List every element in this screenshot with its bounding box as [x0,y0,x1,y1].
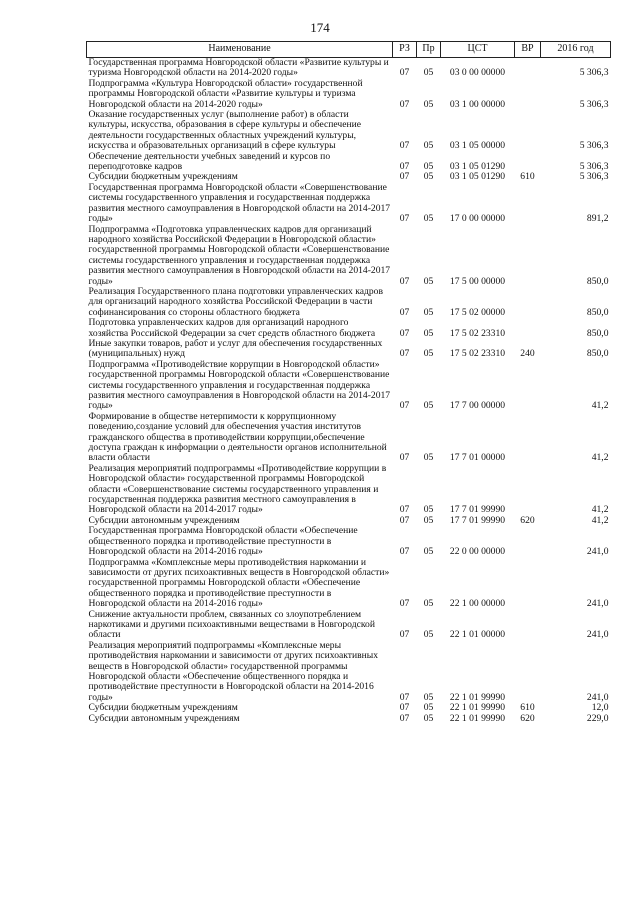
row-rz: 07 [399,306,410,318]
row-rz: 07 [399,161,410,173]
row-cst: 17 7 00 00000 [449,400,506,412]
row-amount: 41,2 [591,504,609,516]
row-name: Реализация мероприятий подпрограммы «Противодействие коррупции в Новгородской области» государственной программы Новгородской области «Совершенствование системы государственного управления и государственная поддержка развития местного самоуправления в Новгородской области на 2014-2017 годы» [88,462,387,516]
row-vr [515,58,541,79]
row-name: Государственная программа Новгородской области «Обеспечение общественного порядка и противодействие преступности в Новгородской области на 2014-2016 годы» [88,525,358,558]
row-rz: 07 [399,98,410,110]
table-row [87,183,611,225]
row-name: Обеспечение деятельности учебных заведений и курсов по переподготовке кадров [88,150,331,173]
header-year: 2016 год [541,42,611,58]
table-row [87,360,611,412]
row-amount: 12,0 [591,702,609,714]
row-vr: 240 [520,348,535,360]
row-pr: 05 [423,171,434,183]
row-rz: 07 [399,702,410,714]
table-row [87,79,611,110]
budget-table [86,41,611,724]
row-rz: 07 [399,348,410,360]
row-amount: 41,2 [591,452,609,464]
row-cst: 03 1 05 01290 [449,161,506,173]
row-cst: 03 1 05 01290 [449,171,506,183]
row-pr: 05 [423,348,434,360]
row-cst: 03 0 00 00000 [449,67,506,79]
row-cst: 17 7 01 00000 [449,452,506,464]
row-vr [515,287,541,318]
table-row [87,287,611,318]
row-rz: 07 [399,140,410,152]
row-amount: 5 306,3 [579,140,609,152]
row-vr [515,641,541,703]
row-rz: 07 [399,327,410,339]
row-vr: 610 [520,702,535,714]
row-amount: 241,0 [586,629,609,641]
header-vr: ВР [515,42,541,58]
row-name: Субсидии бюджетным учреждениям [88,702,238,714]
row-vr [515,110,541,152]
row-amount: 241,0 [586,691,609,703]
row-amount: 41,2 [591,400,609,412]
row-pr: 05 [423,67,434,79]
row-rz: 07 [399,514,410,526]
row-name: Субсидии автономным учреждениям [88,514,240,526]
row-pr: 05 [423,140,434,152]
row-vr [515,152,541,173]
row-vr: 620 [520,514,535,526]
row-vr: 620 [520,712,535,724]
row-amount: 5 306,3 [579,161,609,173]
row-pr: 05 [423,504,434,516]
row-pr: 05 [423,598,434,610]
table-row [87,610,611,641]
row-rz: 07 [399,504,410,516]
table-row [87,714,611,724]
table-header-row [87,42,611,58]
row-vr [515,610,541,641]
row-pr: 05 [423,213,434,225]
row-pr: 05 [423,400,434,412]
row-rz: 07 [399,400,410,412]
row-vr [515,318,541,339]
row-name: Формирование в обществе нетерпимости к коррупционному поведению,создание условий для обеспечения участия институтов гражданского общества в противодействии коррупции,обеспечение доступа граждан к информации о деятельности органов исполнительной власти области [88,410,387,464]
row-vr [515,464,541,516]
row-rz: 07 [399,598,410,610]
row-rz: 07 [399,275,410,287]
row-name: Субсидии бюджетным учреждениям [88,171,238,183]
row-cst: 22 1 01 99990 [449,712,506,724]
row-name: Подпрограмма «Комплексные меры противодействия наркомании и зависимости от других психоактивных веществ в Новгородской области» государственной программы Новгородской области «Обеспечение общественного порядка и противодействие преступности в Новгородской области на 2014-2016 годы» [88,556,390,610]
table-row [87,110,611,152]
row-amount: 241,0 [586,546,609,558]
table-row [87,641,611,703]
row-rz: 07 [399,712,410,724]
row-rz: 07 [399,452,410,464]
row-rz: 07 [399,629,410,641]
row-pr: 05 [423,452,434,464]
table-row [87,152,611,173]
row-name: Субсидии автономным учреждениям [88,712,240,724]
row-cst: 22 1 01 99990 [449,702,506,714]
table-row [87,526,611,557]
row-pr: 05 [423,98,434,110]
row-pr: 05 [423,629,434,641]
header-name: Наименование [87,42,393,58]
row-cst: 17 7 01 99990 [449,514,506,526]
row-name: Реализация мероприятий подпрограммы «Комплексные меры противодействия наркомании и зависимости от других психоактивных веществ в Новгородской области» государственной программы Новгородской области «Обеспечение общественного порядка и противодействие преступности в Новгородской области на 2014-2016 годы» [88,639,379,703]
row-vr [515,79,541,110]
table-row [87,225,611,287]
row-name: Государственная программа Новгородской области «Совершенствование системы государственного управления и государственная поддержка развития местного самоуправления в Новгородской области на 2014-2017 годы» [88,181,391,225]
table-row [87,412,611,464]
row-name: Оказание государственных услуг (выполнение работ) в области культуры, искусства, образования в сфере культуры и обеспечение деятельности государственных областных учреждений культуры, искусства и образовательных организаций в сфере культуры [88,109,362,152]
row-cst: 22 0 00 00000 [449,546,506,558]
row-name: Подпрограмма «Противодействие коррупции в Новгородской области» государственной программы Новгородской области «Совершенствование системы государственного управления и государственная поддержка развития местного самоуправления в Новгородской области на 2014-2017 годы» [88,358,391,412]
row-amount: 229,0 [586,712,609,724]
row-vr [515,225,541,287]
row-vr: 610 [520,171,535,183]
header-cst: ЦСТ [441,42,515,58]
row-amount: 41,2 [591,514,609,526]
row-cst: 17 5 02 23310 [449,327,506,339]
row-name: Снижение актуальности проблем, связанных со злоупотреблением наркотиками и другими психоактивными веществами в Новгородской области [88,608,375,641]
row-vr [515,412,541,464]
row-pr: 05 [423,712,434,724]
table-row [87,464,611,516]
row-name: Иные закупки товаров, работ и услуг для обеспечения государственных (муниципальных) нужд [88,337,383,360]
row-pr: 05 [423,327,434,339]
row-amount: 850,0 [586,306,609,318]
row-amount: 891,2 [586,213,609,225]
row-amount: 850,0 [586,275,609,287]
row-vr [515,360,541,412]
row-amount: 5 306,3 [579,67,609,79]
table-row [87,318,611,339]
row-cst: 03 1 05 00000 [449,140,506,152]
row-cst: 17 0 00 00000 [449,213,506,225]
row-rz: 07 [399,691,410,703]
row-rz: 07 [399,546,410,558]
row-amount: 850,0 [586,348,609,360]
row-amount: 850,0 [586,327,609,339]
row-pr: 05 [423,514,434,526]
row-cst: 17 5 02 00000 [449,306,506,318]
row-rz: 07 [399,213,410,225]
row-pr: 05 [423,691,434,703]
row-name: Подпрограмма «Культура Новгородской области» государственной программы Новгородской области «Развитие культуры и туризма Новгородской области на 2014-2020 годы» [88,77,363,110]
row-rz: 07 [399,171,410,183]
table-row [87,58,611,79]
row-cst: 17 7 01 99990 [449,504,506,516]
row-pr: 05 [423,702,434,714]
row-amount: 241,0 [586,598,609,610]
row-cst: 17 5 02 23310 [449,348,506,360]
row-amount: 5 306,3 [579,98,609,110]
row-pr: 05 [423,275,434,287]
row-vr [515,183,541,225]
row-vr [515,558,541,610]
row-name: Государственная программа Новгородской области «Развитие культуры и туризма Новгородской области на 2014-2020 годы» [88,57,389,79]
header-pr: Пр [417,42,441,58]
row-vr [515,526,541,557]
row-cst: 22 1 01 99990 [449,691,506,703]
row-name: Подготовка управленческих кадров для организаций народного хозяйства Российской Федерации за счет средств областного бюджета [88,317,376,339]
row-amount: 5 306,3 [579,171,609,183]
row-cst: 22 1 00 00000 [449,598,506,610]
row-rz: 07 [399,67,410,79]
row-pr: 05 [423,546,434,558]
row-cst: 03 1 00 00000 [449,98,506,110]
row-pr: 05 [423,161,434,173]
table-row [87,339,611,360]
row-pr: 05 [423,306,434,318]
table-row [87,558,611,610]
page-number: 174 [310,20,330,35]
row-name: Реализация Государственного плана подготовки управленческих кадров для организаций народного хозяйства Российской Федерации в части софинансирования со стороны областного бюджета [88,285,383,318]
row-name: Подпрограмма «Подготовка управленческих кадров для организаций народного хозяйства Российской Федерации в Новгородской области» государственной программы Новгородской области «Совершенствование системы государственного управления и государственная поддержка развития местного самоуправления в Новгородской области на 2014-2017 годы» [88,223,391,287]
header-rz: РЗ [393,42,417,58]
row-cst: 17 5 00 00000 [449,275,506,287]
row-cst: 22 1 01 00000 [449,629,506,641]
